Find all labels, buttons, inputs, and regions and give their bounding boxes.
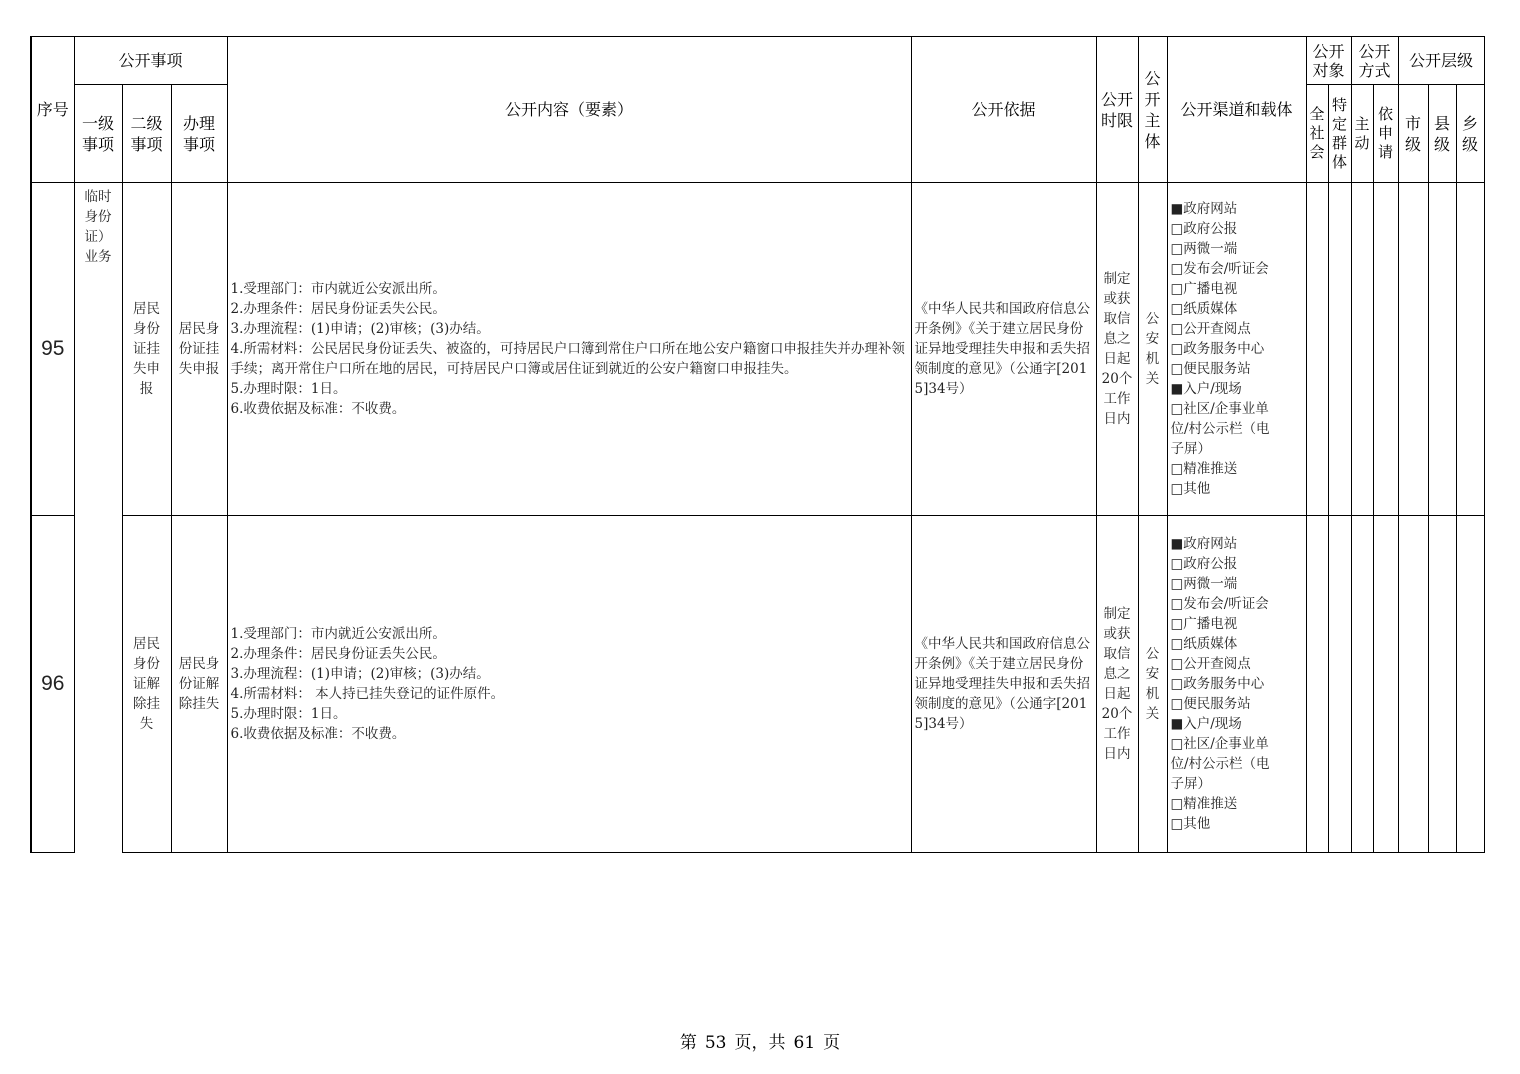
row-target-all-cell [1306,516,1328,853]
row-channels: ■政府网站 □政府公报 □两微一端 □发布会/听证会 □广播电视 □纸质媒体 □公开查阅点 □政务服务中心 □便民服务站 ■入户/现场 □社区/企事业单 位/村公示栏（电 子屏） □精准推送 □其他 [1167,183,1306,516]
table-row [31,183,1484,516]
header-target-all: 全 社 会 [1306,85,1328,183]
header-items-group: 公开事项 [74,37,227,85]
footer-prefix: 第 [679,1033,697,1053]
row-level-county-cell [1428,183,1456,516]
header-basis: 公开依据 [911,37,1096,183]
header-handle: 办理 事项 [171,85,227,183]
row-target-specific-cell [1328,183,1351,516]
header-target-specific: 特 定 群 体 [1328,85,1351,183]
row-subject: 公 安 机 关 [1138,183,1167,516]
row-basis: 《中华人民共和国政府信息公开条例》《关于建立居民身份证异地受理挂失申报和丢失招领制度的意见》（公通字[2015]34号） [911,516,1096,853]
header-content: 公开内容（要素） [227,37,911,183]
header-target-group: 公开 对象 [1306,37,1351,85]
footer-suffix: 页 [823,1033,841,1053]
header-level1: 一级 事项 [74,85,122,183]
row-content: 1.受理部门：市内就近公安派出所。 2.办理条件：居民身份证丢失公民。 3.办理流程：(1)申请；(2)审核；(3)办结。 4.所需材料：公民居民身份证丢失、被盗的，可持居民户口簿到常住户口所在地公安户籍窗口申报挂失并办理补领手续；离开常住户口所在地的居民，可持居民户口簿或居住证到就近的公安户籍窗口申报挂失。 5.办理时限：1日。 6.收费依据及标准：不收费。 [227,183,911,516]
header-channel: 公开渠道和载体 [1167,37,1306,183]
row-level2: 居民 身份 证解 除挂 失 [122,516,171,853]
row-level-town-cell [1456,183,1484,516]
row-seq: 95 [31,183,74,516]
row-content: 1.受理部门：市内就近公安派出所。 2.办理条件：居民身份证丢失公民。 3.办理流程：(1)申请；(2)审核；(3)办结。 4.所需材料： 本人持已挂失登记的证件原件。 5.办理时限：1日。 6.收费依据及标准：不收费。 [227,516,911,853]
row-method-request-cell [1373,183,1398,516]
row-level-city-cell [1398,183,1428,516]
header-method-group: 公开 方式 [1351,37,1398,85]
header-subject: 公 开 主 体 [1138,37,1167,183]
row-method-active-cell [1351,516,1373,853]
row-level1-item: 临时 身份 证） 业务 [74,183,122,853]
row-level-city-cell [1398,516,1428,853]
table-row [31,516,1484,853]
row-time-limit: 制定 或获 取信 息之 日起 20个 工作 日内 [1096,183,1138,516]
header-level-town: 乡 级 [1456,85,1484,183]
row-target-specific-cell [1328,516,1351,853]
footer-mid: 页，共 [734,1033,786,1053]
header-row-1 [31,37,1484,85]
disclosure-table [30,36,1485,853]
row-level2: 居民 身份 证挂 失申 报 [122,183,171,516]
row-handle: 居民身 份证挂 失申报 [171,183,227,516]
row-channels: ■政府网站 □政府公报 □两微一端 □发布会/听证会 □广播电视 □纸质媒体 □公开查阅点 □政务服务中心 □便民服务站 ■入户/现场 □社区/企事业单 位/村公示栏（电 子屏） □精准推送 □其他 [1167,516,1306,853]
header-method-request: 依 申 请 [1373,85,1398,183]
header-method-active: 主 动 [1351,85,1373,183]
footer-current-page: 53 [704,1033,727,1053]
page-footer [0,1028,1520,1053]
row-target-all-cell [1306,183,1328,516]
row-time-limit: 制定 或获 取信 息之 日起 20个 工作 日内 [1096,516,1138,853]
row-subject: 公 安 机 关 [1138,516,1167,853]
row-basis: 《中华人民共和国政府信息公开条例》《关于建立居民身份证异地受理挂失申报和丢失招领制度的意见》（公通字[2015]34号） [911,183,1096,516]
header-level2: 二级 事项 [122,85,171,183]
header-time-limit: 公开 时限 [1096,37,1138,183]
header-seq: 序号 [31,37,74,183]
footer-total-pages: 61 [793,1033,816,1053]
row-method-active-cell [1351,183,1373,516]
header-level-county: 县 级 [1428,85,1456,183]
row-method-request-cell [1373,516,1398,853]
header-level-city: 市 级 [1398,85,1428,183]
row-level-county-cell [1428,516,1456,853]
row-level-town-cell [1456,516,1484,853]
header-level-group: 公开层级 [1398,37,1484,85]
row-seq: 96 [31,516,74,853]
row-handle: 居民身 份证解 除挂失 [171,516,227,853]
